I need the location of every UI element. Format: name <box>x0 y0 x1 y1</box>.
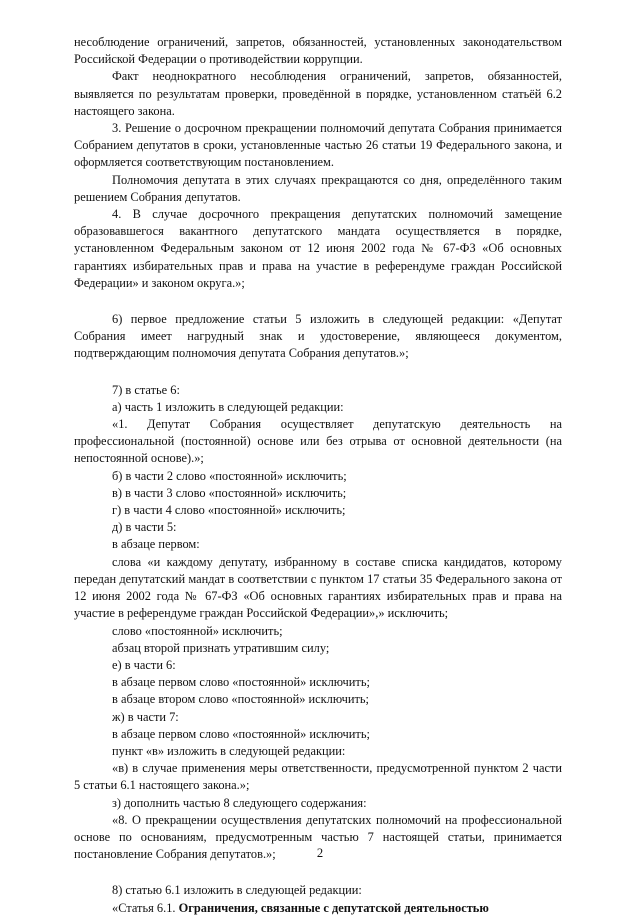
paragraph: б) в части 2 слово «постоянной» исключить; <box>112 468 347 483</box>
paragraph: е) в части 6: <box>112 657 176 672</box>
paragraph: в абзаце первом: <box>112 537 200 552</box>
document-page <box>74 34 562 917</box>
paragraph: слово «постоянной» исключить; <box>112 623 283 638</box>
paragraph: «8. О прекращении осуществления депутатских полномочий на профессиональной основе по основаниям, предусмотренным частью 7 настоящей статьи, принимается постановление Собрания депутатов.»; <box>74 812 562 862</box>
paragraph: в абзаце первом слово «постоянной» исключить; <box>112 726 370 741</box>
paragraph: в абзаце первом слово «постоянной» исключить; <box>112 675 370 690</box>
paragraph: 6) первое предложение статьи 5 изложить в следующей редакции: «Депутат Собрания имеет нагрудный знак и удостоверение, являющееся документом, подтверждающим полномочия депутата Собрания депутатов.»; <box>74 312 562 361</box>
paragraph-spacer <box>74 863 562 882</box>
paragraph: «в) в случае применения меры ответственности, предусмотренной пунктом 2 части 5 статьи 6.1 настоящего закона.»; <box>74 761 562 793</box>
paragraph: Факт неоднократного несоблюдения ограничений, запретов, обязанностей, выявляется по результатам проверки, проведённой в порядке, установленном статьёй 6.2 настоящего закона. <box>74 69 562 118</box>
page-number: 2 <box>316 846 324 860</box>
paragraph: «1. Депутат Собрания осуществляет депутатскую деятельность на профессиональной (постоянной) основе или без отрыва от основной деятельности (на непостоянной основе).»; <box>74 417 562 466</box>
paragraph: з) дополнить частью 8 следующего содержания: <box>112 795 367 810</box>
paragraph: в) в части 3 слово «постоянной» исключить; <box>112 485 347 500</box>
paragraph: несоблюдение ограничений, запретов, обязанностей, установленных законодательством Российской Федерации о противодействии коррупции. <box>74 35 562 67</box>
paragraph: абзац второй признать утратившим силу; <box>112 640 330 655</box>
paragraph-spacer <box>74 363 562 382</box>
paragraph-spacer <box>74 292 562 311</box>
paragraph: 3. Решение о досрочном прекращении полномочий депутата Собрания принимается Собранием депутатов в сроки, установленные частью 26 статьи 19 Федерального закона, и оформляется соответствующим постановлением. <box>74 121 562 170</box>
paragraph: 4. В случае досрочного прекращения депутатских полномочий замещение образовавшегося вакантного депутатского мандата осуществляется в порядке, установленном Федеральным законом от 12 июня 2002 года № 67-ФЗ «Об основных гарантиях избирательных прав и права на участие в референдуме граждан Российской Федерации» и законом округа.»; <box>74 207 562 290</box>
paragraph: 8) статью 6.1 изложить в следующей редакции: <box>112 883 362 898</box>
article-heading-prefix: «Статья 6.1. <box>112 900 179 915</box>
paragraph: 7) в статье 6: <box>112 382 180 397</box>
paragraph: Полномочия депутата в этих случаях прекращаются со дня, определённого таким решением Собрания депутатов. <box>74 172 562 204</box>
paragraph: в абзаце втором слово «постоянной» исключить; <box>112 692 370 707</box>
paragraph: г) в части 4 слово «постоянной» исключить; <box>112 503 346 518</box>
paragraph: пункт «в» изложить в следующей редакции: <box>112 743 346 758</box>
article-heading <box>74 900 562 917</box>
paragraph: ж) в части 7: <box>112 709 179 724</box>
paragraph: слова «и каждому депутату, избранному в составе списка кандидатов, которому передан депутатский мандат в соответствии с пунктом 17 статьи 35 Федерального закона от 12 июня 2002 года № 67-ФЗ «Об основных гарантиях избирательных прав и права на участие в референдуме граждан Российской Федерации»,» исключить; <box>74 554 562 621</box>
paragraph: д) в части 5: <box>112 520 177 535</box>
article-heading-title: Ограничения, связанные с депутатской деятельностью <box>178 900 489 915</box>
paragraph: а) часть 1 изложить в следующей редакции: <box>112 399 344 414</box>
